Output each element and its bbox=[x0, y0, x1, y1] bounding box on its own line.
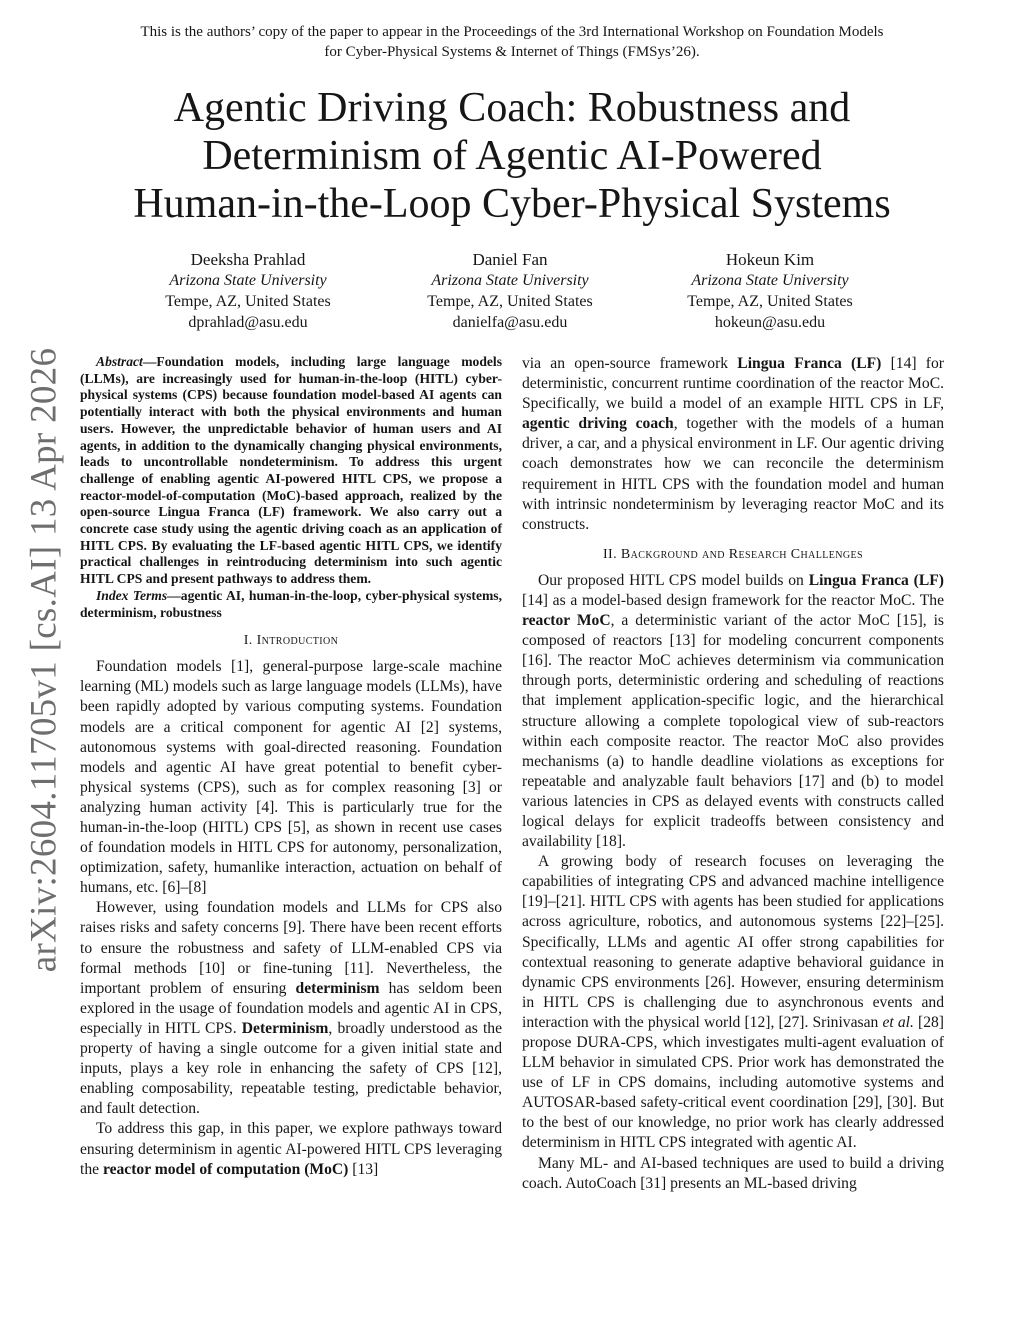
intro-paragraph-3: To address this gap, in this paper, we explore pathways toward ensuring determinism in agentic AI-powered HITL CPS leveraging the reactor model of computation (MoC) [13] bbox=[80, 1120, 502, 1178]
author-name: Daniel Fan bbox=[472, 250, 548, 269]
background-paragraph-3: Many ML- and AI-based techniques are used to build a driving coach. AutoCoach [31] presents an ML-based driving bbox=[522, 1154, 944, 1192]
section-heading-introduction: I. Introduction bbox=[243, 633, 339, 649]
author-affiliation: Arizona State University bbox=[691, 272, 849, 289]
intro-paragraph-2: However, using foundation models and LLMs for CPS also raises risks and safety concerns [9]. There have been recent efforts to ensure the robustness and safety of LLM-enabled CPS via formal methods [10] or fine-tuning [11]. Nevertheless, the important problem of ensuring determinism has seldom been explored in the usage of foundation models and agentic AI in CPS, especially in HITL CPS. Determinism, broadly understood as the property of having a single outcome for a given initial state and inputs, plays a key role in enhancing the safety of CPS [12], enabling composability, repeatable testing, predictable behavior, and fault detection. bbox=[80, 899, 502, 1118]
intro-paragraph-1: Foundation models [1], general-purpose large-scale machine learning (ML) models such as large language models (LLMs), have been rapidly adopted by various computing systems. Foundation models are a critical component for agentic AI [2] systems, autonomous systems with goal-directed reasoning. Foundation models and agentic AI have great potential to benefit cyber-physical systems (CPS), such as for complex reasoning [3] or analyzing human activity [4]. This is particularly true for the human-in-the-loop (HITL) CPS [5], as shown in recent use cases of foundation models in HITL CPS for autonomy, personalization, optimization, safety, humanlike interaction, actuation on behalf of humans, etc. [6]–[8] bbox=[80, 658, 502, 897]
left-column bbox=[80, 354, 502, 1180]
title-line-1: Agentic Driving Coach: Robustness and bbox=[173, 85, 851, 131]
notice-line-2: for Cyber-Physical Systems & Internet of Things (FMSys’26). bbox=[324, 44, 700, 60]
index-terms-text: —agentic AI, human-in-the-loop, cyber-physical systems, determinism, robustness bbox=[80, 587, 502, 620]
abstract-label: Abstract bbox=[96, 354, 143, 369]
background-paragraph-2: A growing body of research focuses on leveraging the capabilities of integrating CPS and advanced machine intelligence [19]–[21]. HITL CPS with agents has been studied for applications across agriculture, robotics, and autonomous systems [22]–[25]. Specifically, LLMs and agentic AI offer strong capabilities for contextual reasoning to generate adaptive behavioral guidance in dynamic CPS environments [26]. However, ensuring determinism in HITL CPS is challenging due to asynchronous events and interaction with the physical world [12], [27]. Srinivasan et al. [28] propose DURA-CPS, which investigates multi-agent evaluation of LLM behavior in simulated CPS. Prior work has demonstrated the use of LF in CPS domains, including automotive systems and AUTOSAR-based safety-critical event coordination [29], [30]. But to the best of our knowledge, no prior work has clearly addressed determinism in HITL CPS integrated with agentic AI. bbox=[522, 853, 944, 1152]
emphasis-agentic-driving-coach: agentic driving coach bbox=[522, 415, 674, 433]
author-name: Hokeun Kim bbox=[725, 250, 815, 269]
title-line-2: Determinism of Agentic AI-Powered bbox=[202, 133, 822, 179]
emphasis-lingua-franca: Lingua Franca (LF) bbox=[737, 355, 882, 372]
author-location: Tempe, AZ, United States bbox=[165, 293, 331, 310]
author-3 bbox=[640, 249, 900, 333]
author-location: Tempe, AZ, United States bbox=[687, 293, 853, 310]
author-affiliation: Arizona State University bbox=[169, 272, 327, 289]
author-affiliation: Arizona State University bbox=[431, 272, 589, 289]
author-email: dprahlad@asu.edu bbox=[188, 314, 308, 331]
author-1 bbox=[118, 249, 378, 333]
emphasis-determinism-2: Determinism bbox=[241, 1019, 329, 1037]
emphasis-lingua-franca-2: Lingua Franca (LF) bbox=[808, 571, 944, 589]
author-block bbox=[0, 249, 1024, 339]
arxiv-stamp: arXiv:2604.11705v1 [cs.AI] 13 Apr 2026 bbox=[23, 347, 65, 973]
emphasis-reactor-moc-2: reactor MoC bbox=[522, 612, 611, 630]
index-terms-label: Index Terms bbox=[96, 587, 168, 603]
abstract bbox=[80, 354, 502, 588]
abstract-text: —Foundation models, including large language models (LLMs), are increasingly used for human-in-the-loop (HITL) cyber-physical systems (CPS) because foundation model-based AI agents can potentially interact with both the physical environments and human users. However, the unpredictable behavior of human users and AI agents, in addition to the dynamically changing physical environments, leads to uncontrollable nondeterminism. To address this urgent challenge of enabling agentic AI-powered HITL CPS, we propose a reactor-model-of-computation (MoC)-based approach, realized by the open-source Lingua Franca (LF) framework. We also carry out a concrete case study using the agentic driving coach as an application of HITL CPS. By evaluating the LF-based agentic HITL CPS, we identify practical challenges in reintroducing determinism into such agentic HITL CPS and present pathways to address them. bbox=[80, 354, 502, 587]
author-name: Deeksha Prahlad bbox=[190, 250, 306, 269]
right-column bbox=[522, 354, 944, 1194]
emphasis-et-al: et al. bbox=[882, 1013, 914, 1031]
author-location: Tempe, AZ, United States bbox=[427, 293, 593, 310]
author-email: danielfa@asu.edu bbox=[452, 314, 568, 331]
section-heading-background: II. Background and Research Challenges bbox=[602, 546, 864, 562]
index-terms bbox=[80, 588, 502, 621]
paper-title bbox=[70, 84, 954, 228]
author-2 bbox=[380, 249, 640, 333]
background-paragraph-1: Our proposed HITL CPS model builds on Lingua Franca (LF) [14] as a model-based design framework for the reactor MoC. The reactor MoC, a deterministic variant of the actor MoC [15], is composed of reactors [13] for modeling concurrent components [16]. The reactor MoC achieves determinism via communication through ports, deterministic ordering and scheduling of reactions that implement application-specific logic, and the hierarchical structure allowing a complete topological view of sub-reactors within each composite reactor. The reactor MoC also provides mechanisms (a) to handle deadline violations as exceptions for repeatable and analyzable fault behaviors [17] and (b) to model various latencies in CPS as delayed events with constructs called logical delays for explicit tradeoffs between consistency and availability [18]. bbox=[522, 571, 944, 851]
publication-notice bbox=[70, 22, 954, 62]
notice-line-1: This is the authors’ copy of the paper to appear in the Proceedings of the 3rd International Workshop on Foundation Models bbox=[140, 24, 884, 40]
emphasis-determinism: determinism bbox=[295, 979, 380, 997]
emphasis-reactor-moc: reactor model of computation (MoC) bbox=[102, 1160, 349, 1178]
intro-paragraph-3-continued: via an open-source framework Lingua Franca (LF) [14] for deterministic, concurrent runtime coordination of the reactor MoC. Specifically, we build a model of an example HITL CPS in LF, agentic driving coach, together with the models of a human driver, a car, and a physical environment in LF. Our agentic driving coach demonstrates how we can reconcile the determinism requirement in HITL CPS with the foundation model and human with intrinsic nondeterminism by leveraging reactor MoC and its constructs. bbox=[522, 355, 944, 533]
title-line-3: Human-in-the-Loop Cyber-Physical Systems bbox=[133, 181, 891, 227]
author-email: hokeun@asu.edu bbox=[714, 314, 826, 331]
